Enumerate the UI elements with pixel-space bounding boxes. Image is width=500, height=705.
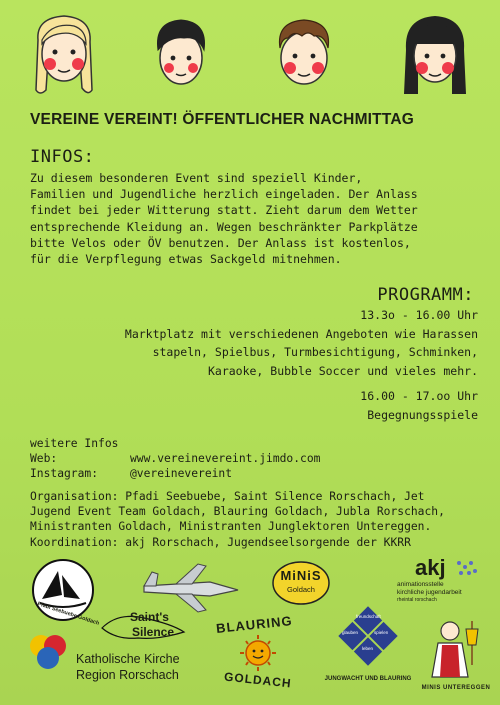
programm-block-1	[125, 306, 478, 380]
infos-line: bitte Velos oder ÖV benutzen. Der Anlass ist kostenlos,	[30, 235, 411, 250]
org-line: Koordination: akj Rorschach, Jugendseelsorgende der KKRR	[30, 535, 411, 549]
web-link[interactable]: www.vereinevereint.jimdo.com	[130, 452, 321, 466]
programm-line: Marktplatz mit verschiedenen Angeboten wie Harassen	[124, 326, 478, 341]
more-infos-heading: weitere Infos	[30, 437, 119, 450]
programm-line: Begegnungsspiele	[367, 407, 478, 422]
boy-curly-hair-face-icon	[268, 10, 340, 96]
jungwacht-blauring-logo: freundschaft glauben spielen leben JUNGWACHT UND BLAURING	[320, 600, 416, 696]
faces-illustration	[0, 10, 500, 100]
minis-untereggen-logo: MINIS UNTEREGGEN	[420, 615, 492, 697]
infos-paragraph	[30, 170, 480, 267]
org-line: Jugend Event Team Goldach, Blauring Goldach, Jubla Rorschach,	[30, 505, 445, 519]
pfadi-seebuebe-logo: Pfadi Seebuebe Goldach	[28, 555, 98, 625]
infos-line: für die Verpflegung etwas Sackgeld mitnehmen.	[30, 252, 342, 267]
boy-black-hair-face-icon	[148, 10, 214, 96]
instagram-label: Instagram:	[30, 467, 99, 481]
programm-block-2	[360, 387, 478, 424]
programm-line: Karaoke, Bubble Soccer und vieles mehr.	[207, 363, 478, 378]
infos-line: findet bei jeder Witterung statt. Zieht darum dem Wetter	[30, 203, 418, 218]
page-title: VEREINE VEREINT! ÖFFENTLICHER NACHMITTAG	[30, 111, 415, 128]
programm-time-1: 13.3o - 16.00 Uhr	[360, 308, 478, 322]
web-label: Web:	[30, 452, 58, 466]
girl-blonde-face-icon	[28, 10, 100, 100]
org-line: Ministranten Goldach, Ministranten Junglektoren Untereggen.	[30, 520, 432, 534]
infos-line: entsprechende Kleidung an. Wegen beschränkter Parkplätze	[30, 219, 418, 234]
more-infos	[30, 436, 320, 482]
infos-heading: INFOS:	[30, 147, 95, 167]
infos-line: Familien und Jugendliche herzlich eingeladen. Der Anlass	[30, 187, 418, 202]
katholische-kirche-logo: Katholische Kirche Region Rorschach	[28, 630, 228, 690]
organisation-block	[30, 489, 445, 550]
instagram-link[interactable]: @vereinevereint	[130, 467, 233, 481]
org-line: Organisation: Pfadi Seebuebe, Saint Silence Rorschach, Jet	[30, 490, 425, 503]
programm-line: stapeln, Spielbus, Turmbesichtigung, Schminken,	[152, 345, 478, 359]
saint-silence-logo: Saint's Silence	[98, 610, 188, 646]
blauring-goldach-logo: BLAURING GOLDACH	[215, 613, 294, 691]
programm-time-2: 16.00 - 17.oo Uhr	[360, 389, 478, 403]
akj-logo: akj animationsstelle kirchliche jugendarbeit rheintal rorschach	[375, 555, 485, 605]
jet-plane-icon	[140, 560, 244, 616]
infos-line: Zu diesem besonderen Event sind speziell Kinder,	[30, 171, 363, 185]
programm-heading: PROGRAMM:	[377, 285, 474, 305]
minis-goldach-logo: MiNiS Goldach	[272, 561, 330, 605]
girl-dark-hair-face-icon	[398, 10, 472, 100]
